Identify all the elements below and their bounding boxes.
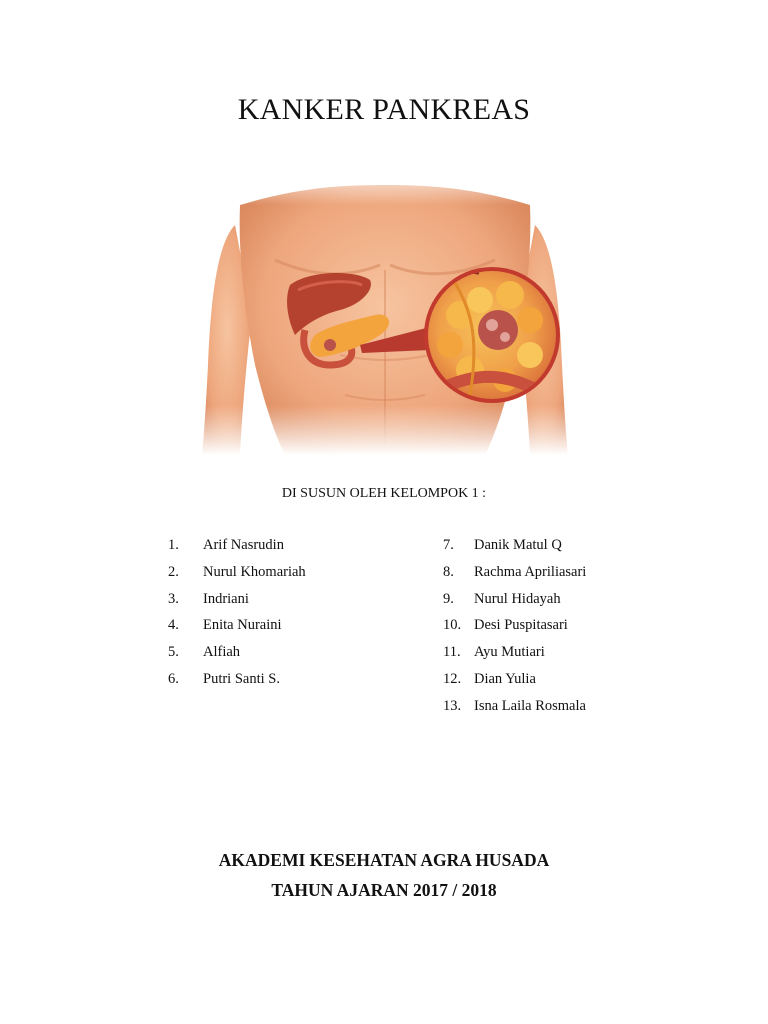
institution-name: AKADEMI KESEHATAN AGRA HUSADA (218, 850, 550, 870)
list-number: 10. (443, 617, 462, 634)
list-item (443, 671, 586, 698)
member-name: Alfiah (203, 644, 241, 661)
member-name: Ayu Mutiari (474, 644, 545, 661)
list-item (443, 698, 586, 725)
list-number: 9. (443, 590, 454, 607)
academic-year: TAHUN AJARAN 2017 / 2018 (271, 880, 497, 900)
list-item (168, 671, 306, 698)
list-number: 8. (443, 563, 454, 580)
list-number: 2. (168, 563, 179, 580)
list-number: 4. (168, 617, 179, 634)
member-name: Indriani (203, 590, 249, 607)
list-number: 13. (443, 697, 462, 714)
list-item (168, 564, 306, 591)
member-name: Nurul Khomariah (203, 563, 306, 580)
list-item (443, 537, 586, 564)
list-item (168, 591, 306, 618)
member-name: Desi Puspitasari (474, 617, 568, 634)
pancreas-cancer-illustration (180, 165, 590, 455)
member-name: Putri Santi S. (203, 670, 280, 687)
member-list-right (443, 537, 586, 725)
member-name: Arif Nasrudin (203, 537, 284, 553)
list-number: 12. (443, 670, 462, 687)
list-item (443, 644, 586, 671)
group-subtitle: DI SUSUN OLEH KELOMPOK 1 : (281, 486, 487, 501)
list-item (443, 617, 586, 644)
member-name: Enita Nuraini (203, 617, 282, 634)
list-number: 7. (443, 537, 454, 553)
list-number: 5. (168, 644, 179, 661)
member-name: Dian Yulia (474, 670, 536, 687)
list-item (168, 537, 306, 564)
list-item (168, 617, 306, 644)
list-number: 1. (168, 537, 179, 553)
member-list-left (168, 537, 306, 698)
member-name: Isna Laila Rosmala (474, 697, 586, 714)
member-name: Danik Matul Q (474, 537, 562, 553)
list-number: 3. (168, 590, 179, 607)
list-item (443, 564, 586, 591)
list-number: 11. (443, 644, 461, 661)
list-item (443, 591, 586, 618)
member-name: Nurul Hidayah (474, 590, 561, 607)
list-item (168, 644, 306, 671)
torso-pancreas-icon (180, 165, 590, 455)
member-name: Rachma Apriliasari (474, 563, 587, 580)
document-title: KANKER PANKREAS (237, 93, 531, 126)
list-number: 6. (168, 670, 179, 687)
